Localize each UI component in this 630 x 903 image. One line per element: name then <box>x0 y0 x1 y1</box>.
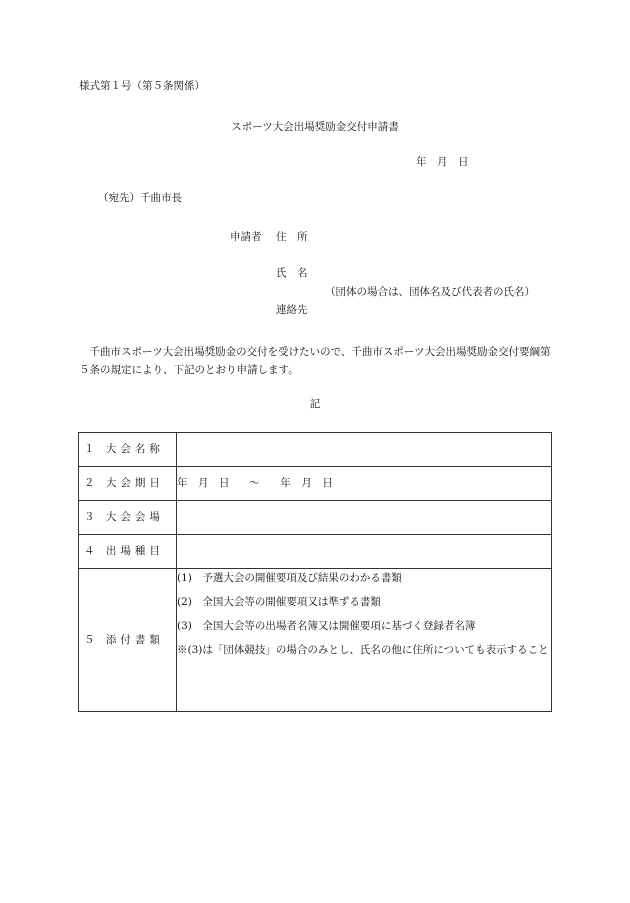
attachment-item: (1) 予選大会の開催要項及び結果のわかる書類 <box>177 572 402 584</box>
attachments-list <box>177 569 552 712</box>
addressee: （宛先）千曲市長 <box>98 192 182 204</box>
contact-label: 連絡先 <box>276 304 308 316</box>
date-line: 年 月 日 <box>416 156 469 168</box>
attachment-item: (3) 全国大会等の出場者名簿又は開催要項に基づく登録者名簿 <box>177 620 476 632</box>
table-row-event-name <box>79 433 552 467</box>
ki-heading: 記 <box>309 398 321 410</box>
name-note: （団体の場合は、団体名及び代表者の氏名） <box>325 286 535 298</box>
table-row-event-category <box>79 535 552 569</box>
document-title: スポーツ大会出場奨励金交付申請書 <box>231 121 399 133</box>
table-row-event-period <box>79 467 552 501</box>
event-name-label: １ 大会名称 <box>79 433 177 467</box>
attachment-item: (2) 全国大会等の開催要項又は準ずる書類 <box>177 596 381 608</box>
application-statement: 千曲市スポーツ大会出場奨励金の交付を受けたいので、千曲市スポーツ大会出場奨励金交付要綱第５条の規定により、下記のとおり申請します。 <box>79 346 551 376</box>
attachment-note: ※(3)は「団体競技」の場合のみとし、氏名の他に住所についても表示すること <box>177 644 549 656</box>
application-table <box>78 432 552 712</box>
attachments-label: ５ 添付書類 <box>79 569 177 712</box>
event-category-label: ４ 出場種目 <box>79 535 177 569</box>
applicant-label: 申請者 <box>230 231 262 243</box>
address-label: 住 所 <box>276 231 308 243</box>
event-name-field[interactable] <box>177 433 552 467</box>
name-label: 氏 名 <box>276 267 308 279</box>
table-row-venue <box>79 501 552 535</box>
event-period-field[interactable]: 年 月 日 〜 年 月 日 <box>177 467 552 501</box>
venue-label: ３ 大会会場 <box>79 501 177 535</box>
table-row-attachments <box>79 569 552 712</box>
venue-field[interactable] <box>177 501 552 535</box>
event-period-label: ２ 大会期日 <box>79 467 177 501</box>
event-category-field[interactable] <box>177 535 552 569</box>
form-number: 様式第１号（第５条関係） <box>79 80 205 92</box>
